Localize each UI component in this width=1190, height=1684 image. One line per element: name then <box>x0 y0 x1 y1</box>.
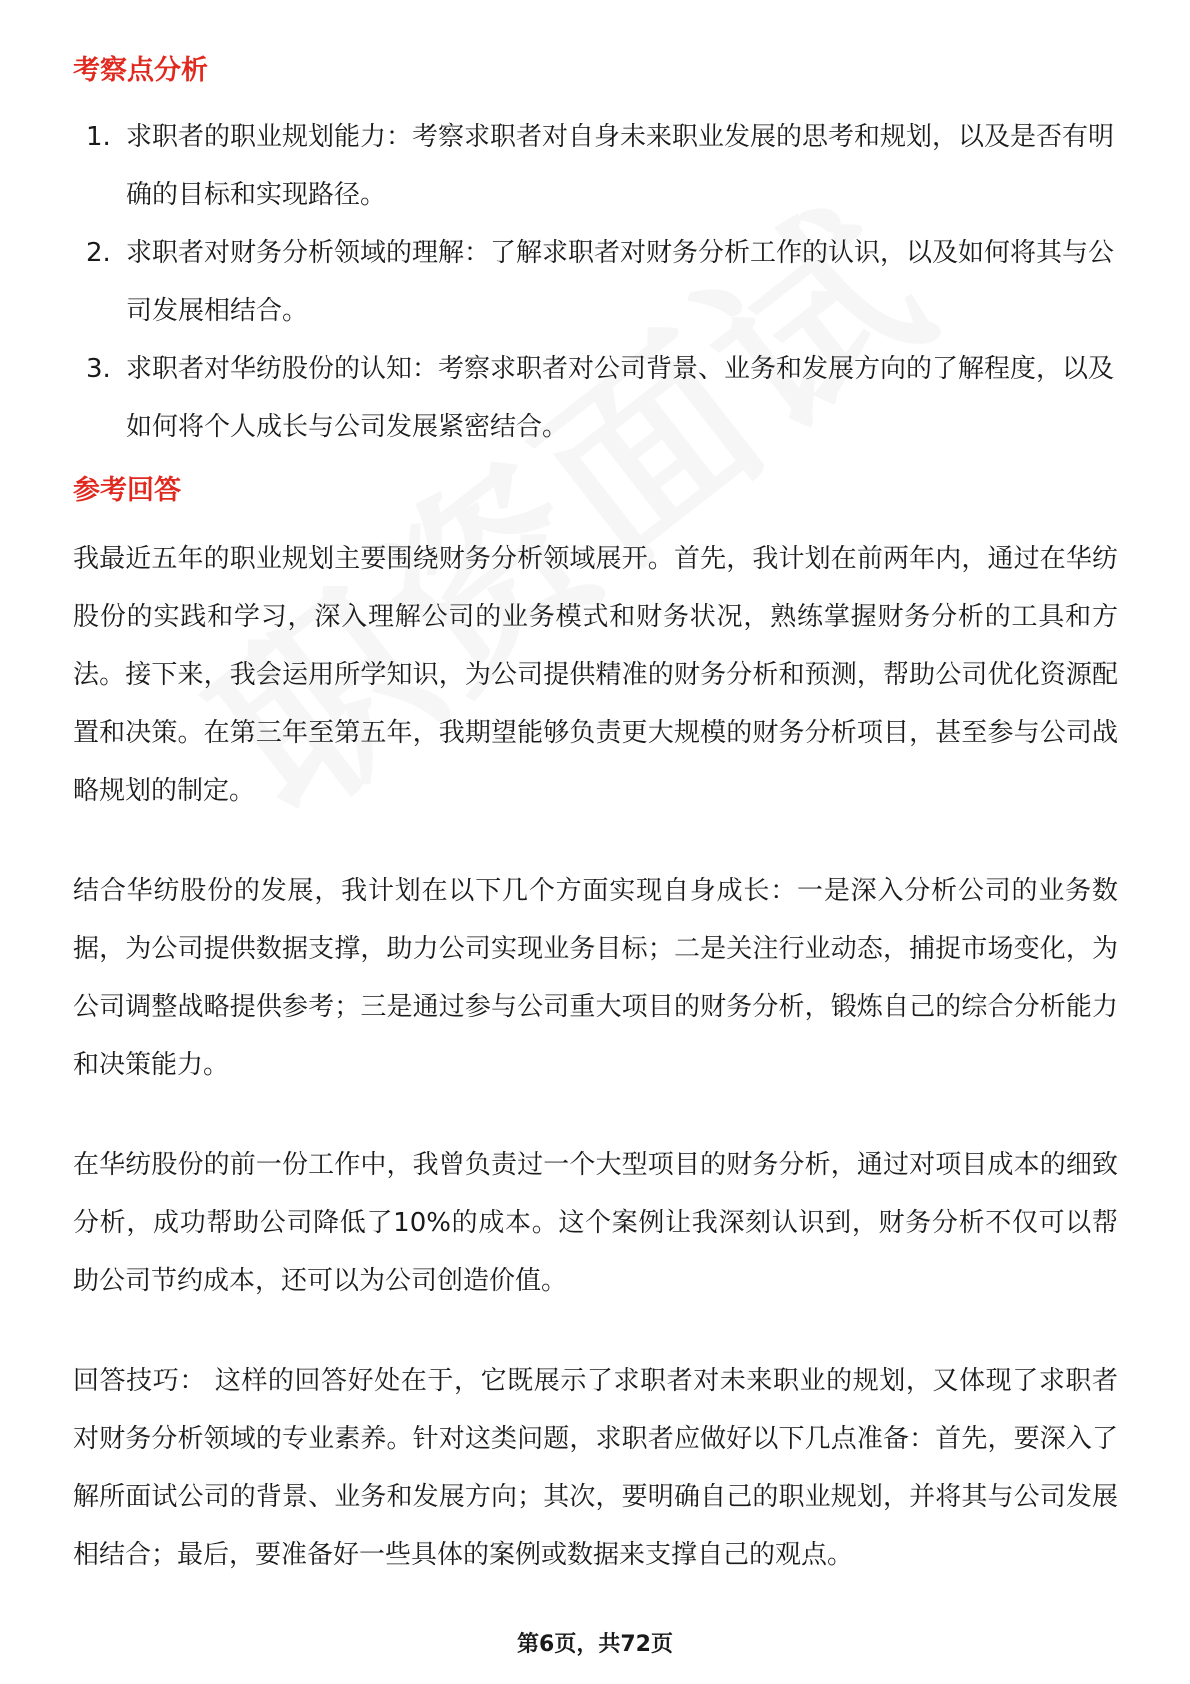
list-item-text: 求职者对华纺股份的认知：考察求职者对公司背景、业务和发展方向的了解程度，以及如何将个人成长与公司发展紧密结合。 <box>126 354 1115 442</box>
list-item <box>73 224 1118 340</box>
list-item-number: 1. <box>86 122 111 152</box>
list-item-text: 求职者对财务分析领域的理解：了解求职者对财务分析工作的认识，以及如何将其与公司发展相结合。 <box>126 238 1115 326</box>
answer-paragraph-1: 我最近五年的职业规划主要围绕财务分析领域展开。首先，我计划在前两年内，通过在华纺股份的实践和学习，深入理解公司的业务模式和财务状况，熟练掌握财务分析的工具和方法。接下来，我会运用所学知识，为公司提供精准的财务分析和预测，帮助公司优化资源配置和决策。在第三年至第五年，我期望能够负责更大规模的财务分析项目，甚至参与公司战略规划的制定。 <box>73 544 1118 806</box>
answer-tips-paragraph: 回答技巧： 这样的回答好处在于，它既展示了求职者对未来职业的规划，又体现了求职者对财务分析领域的专业素养。针对这类问题，求职者应做好以下几点准备：首先，要深入了解所面试公司的背景、业务和发展方向；其次，要明确自己的职业规划，并将其与公司发展相结合；最后，要准备好一些具体的案例或数据来支撑自己的观点。 <box>73 1366 1118 1570</box>
answer-paragraph-2: 结合华纺股份的发展，我计划在以下几个方面实现自身成长：一是深入分析公司的业务数据，为公司提供数据支撑，助力公司实现业务目标；二是关注行业动态，捕捉市场变化，为公司调整战略提供参考；三是通过参与公司重大项目的财务分析，锻炼自己的综合分析能力和决策能力。 <box>73 876 1118 1080</box>
analysis-heading: 考察点分析 <box>73 55 208 86</box>
list-item <box>73 340 1118 456</box>
page-number-footer: 第6页，共72页 <box>517 1632 673 1657</box>
answer-heading: 参考回答 <box>73 475 181 506</box>
answer-paragraph-3: 在华纺股份的前一份工作中，我曾负责过一个大型项目的财务分析，通过对项目成本的细致分析，成功帮助公司降低了10%的成本。这个案例让我深刻认识到，财务分析不仅可以帮助公司节约成本，还可以为公司创造价值。 <box>73 1150 1118 1296</box>
list-item <box>73 108 1118 224</box>
list-item-number: 3. <box>86 354 111 384</box>
list-item-text: 求职者的职业规划能力：考察求职者对自身未来职业发展的思考和规划，以及是否有明确的目标和实现路径。 <box>126 122 1115 210</box>
page-content <box>73 52 1118 1626</box>
analysis-points-list <box>73 108 1118 456</box>
list-item-number: 2. <box>86 238 111 268</box>
